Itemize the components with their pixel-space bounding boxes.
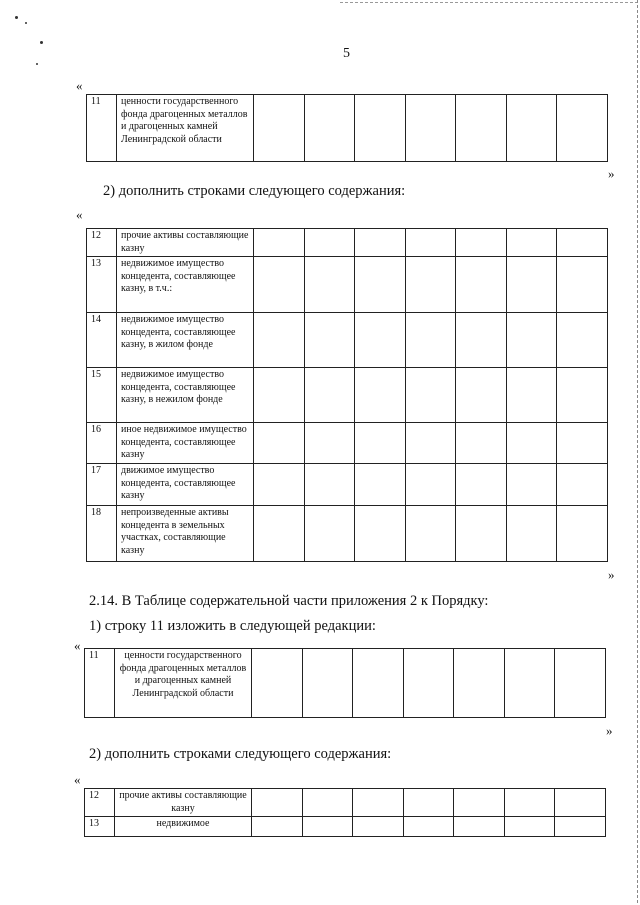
table-row <box>87 229 608 257</box>
value-cell <box>456 95 507 162</box>
value-cell <box>302 817 353 837</box>
value-cell <box>254 229 305 257</box>
value-cell <box>506 464 557 506</box>
value-cell <box>302 789 353 817</box>
value-cell <box>557 423 608 464</box>
value-cell <box>304 423 355 464</box>
value-cell <box>403 649 454 718</box>
value-cell <box>355 257 406 313</box>
value-cell <box>355 95 406 162</box>
value-cell <box>405 506 456 562</box>
value-cell <box>355 506 406 562</box>
value-cell <box>555 649 606 718</box>
table-row <box>87 368 608 423</box>
value-cell <box>405 313 456 368</box>
row-number: 17 <box>87 464 117 506</box>
row-number: 18 <box>87 506 117 562</box>
value-cell <box>254 423 305 464</box>
scan-edge-right <box>637 0 638 905</box>
table-row <box>85 649 606 718</box>
row-number: 13 <box>85 817 115 837</box>
value-cell <box>355 368 406 423</box>
value-cell <box>504 649 555 718</box>
paragraph-add-rows-2: 2) дополнить строками следующего содержания: <box>89 746 392 762</box>
value-cell <box>353 649 404 718</box>
value-cell <box>302 649 353 718</box>
value-cell <box>557 257 608 313</box>
value-cell <box>557 368 608 423</box>
row-number: 16 <box>87 423 117 464</box>
row-name: непроизведенные активы концедента в земельных участках, составляющие казну <box>117 506 254 562</box>
value-cell <box>557 95 608 162</box>
value-cell <box>506 423 557 464</box>
row-name: недвижимое <box>115 817 252 837</box>
quote-open: « <box>76 207 83 222</box>
value-cell <box>355 229 406 257</box>
value-cell <box>304 229 355 257</box>
row-name: прочие активы составляющие казну <box>115 789 252 817</box>
value-cell <box>355 464 406 506</box>
row-name: прочие активы составляющие казну <box>117 229 254 257</box>
scan-speck <box>15 16 18 19</box>
row-name: недвижимое имущество концедента, составляющее казну, в жилом фонде <box>117 313 254 368</box>
quote-close: » <box>608 166 615 181</box>
value-cell <box>304 313 355 368</box>
value-cell <box>254 368 305 423</box>
value-cell <box>252 789 303 817</box>
row-number: 13 <box>87 257 117 313</box>
page-number: 5 <box>343 46 350 61</box>
value-cell <box>506 506 557 562</box>
row-number: 15 <box>87 368 117 423</box>
table-rows-12-18 <box>86 228 608 562</box>
paragraph-section-2-14: 2.14. В Таблице содержательной части приложения 2 к Порядку: <box>89 593 489 609</box>
value-cell <box>557 506 608 562</box>
value-cell <box>252 649 303 718</box>
row-number: 12 <box>85 789 115 817</box>
table-row <box>87 506 608 562</box>
value-cell <box>254 506 305 562</box>
value-cell <box>353 789 404 817</box>
value-cell <box>555 789 606 817</box>
quote-open: « <box>74 772 81 787</box>
value-cell <box>454 817 505 837</box>
value-cell <box>506 95 557 162</box>
value-cell <box>506 229 557 257</box>
value-cell <box>403 817 454 837</box>
row-number: 12 <box>87 229 117 257</box>
value-cell <box>456 257 507 313</box>
value-cell <box>456 229 507 257</box>
value-cell <box>355 423 406 464</box>
paragraph-row-11-edit: 1) строку 11 изложить в следующей редакции: <box>89 618 376 634</box>
table-row <box>87 464 608 506</box>
value-cell <box>405 229 456 257</box>
value-cell <box>405 464 456 506</box>
value-cell <box>504 817 555 837</box>
scan-speck <box>40 41 43 44</box>
value-cell <box>304 506 355 562</box>
row-name: недвижимое имущество концедента, составляющее казну, в нежилом фонде <box>117 368 254 423</box>
value-cell <box>405 423 456 464</box>
value-cell <box>456 506 507 562</box>
value-cell <box>304 368 355 423</box>
scan-speck <box>36 63 38 65</box>
value-cell <box>454 789 505 817</box>
value-cell <box>405 95 456 162</box>
row-name: недвижимое имущество концедента, составляющее казну, в т.ч.: <box>117 257 254 313</box>
value-cell <box>506 313 557 368</box>
table-row <box>87 257 608 313</box>
table-rows-12-13 <box>84 788 606 837</box>
quote-open: « <box>76 78 83 93</box>
value-cell <box>254 313 305 368</box>
value-cell <box>504 789 555 817</box>
value-cell <box>456 313 507 368</box>
value-cell <box>405 257 456 313</box>
value-cell <box>557 313 608 368</box>
row-number: 14 <box>87 313 117 368</box>
value-cell <box>456 423 507 464</box>
value-cell <box>506 368 557 423</box>
paragraph-add-rows: 2) дополнить строками следующего содержания: <box>103 183 406 199</box>
quote-open: « <box>74 638 81 653</box>
table-row <box>87 313 608 368</box>
value-cell <box>557 229 608 257</box>
table-row <box>85 789 606 817</box>
value-cell <box>353 817 404 837</box>
value-cell <box>254 95 305 162</box>
row-name: ценности государственного фонда драгоценных металлов и драгоценных камней Ленинградской области <box>117 95 254 162</box>
quote-close: » <box>606 723 613 738</box>
value-cell <box>304 464 355 506</box>
value-cell <box>506 257 557 313</box>
table-row <box>87 95 608 162</box>
quote-close: » <box>608 567 615 582</box>
table-row <box>85 817 606 837</box>
row-name: иное недвижимое имущество концедента, составляющее казну <box>117 423 254 464</box>
value-cell <box>304 257 355 313</box>
value-cell <box>254 464 305 506</box>
table-row <box>87 423 608 464</box>
value-cell <box>355 313 406 368</box>
value-cell <box>252 817 303 837</box>
row-name: движимое имущество концедента, составляющее казну <box>117 464 254 506</box>
table-row11-second <box>84 648 606 718</box>
row-name: ценности государственного фонда драгоценных металлов и драгоценных камней Ленинградской области <box>115 649 252 718</box>
scan-speck <box>25 22 27 24</box>
value-cell <box>456 368 507 423</box>
value-cell <box>403 789 454 817</box>
value-cell <box>456 464 507 506</box>
row-number: 11 <box>87 95 117 162</box>
value-cell <box>555 817 606 837</box>
value-cell <box>304 95 355 162</box>
value-cell <box>405 368 456 423</box>
value-cell <box>454 649 505 718</box>
row-number: 11 <box>85 649 115 718</box>
table-row11-first <box>86 94 608 162</box>
scan-edge-top <box>340 2 640 3</box>
value-cell <box>254 257 305 313</box>
value-cell <box>557 464 608 506</box>
